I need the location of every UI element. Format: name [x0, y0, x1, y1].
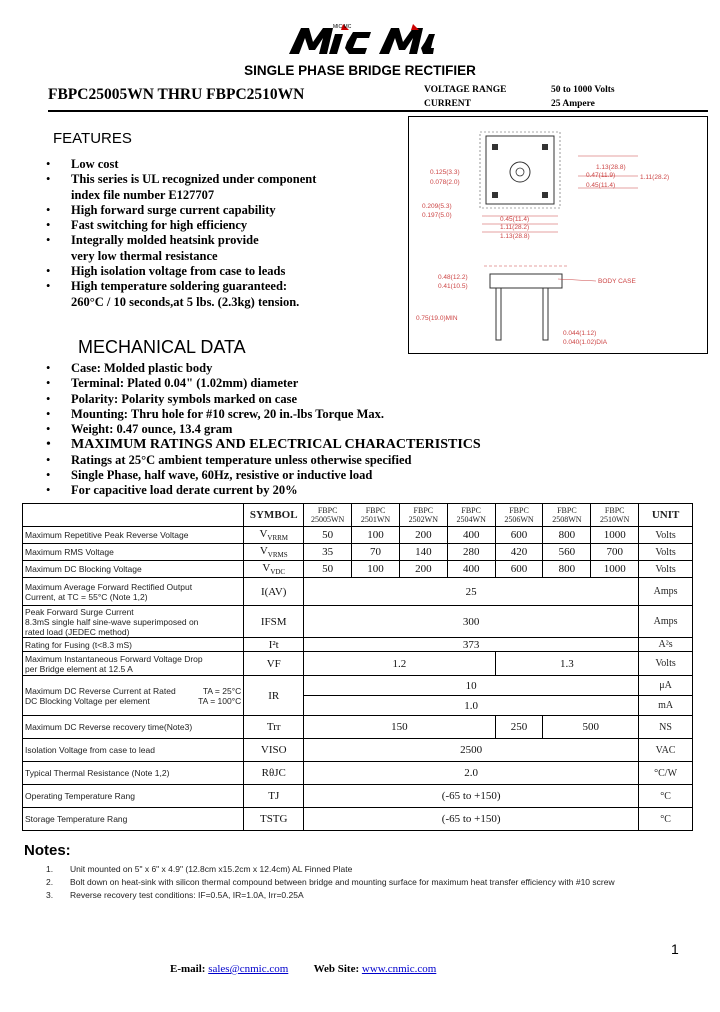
table-row: Isolation Voltage from case to lead VISO 2500 VAC: [23, 739, 693, 762]
dim-label: 0.078(2.0): [430, 179, 460, 186]
mechanical-list: [46, 361, 481, 499]
symbol-cell: $V_{VRRM}$: [244, 527, 304, 544]
symbol-cell: Trr: [244, 716, 304, 739]
feature-item: 260°C / 10 seconds,at 5 lbs. (2.3kg) tension.: [71, 294, 300, 309]
dim-label: 0.75(19.0)MIN: [416, 315, 458, 322]
voltage-range-value: 50 to 1000 Volts: [551, 85, 615, 95]
symbol-cell: I²t: [244, 638, 304, 652]
dim-label: 0.48(12.2): [438, 274, 468, 281]
header-rule: [48, 110, 708, 112]
current-value: 25 Ampere: [551, 99, 595, 109]
website-label: Web Site:: [313, 963, 360, 975]
table-row: Maximum Repetitive Peak Reverse Voltage $V_{VRRM}$ 50 100 200 400 600 800 1000 Volts: [23, 527, 693, 544]
feature-item: • High temperature soldering guaranteed:: [46, 279, 288, 294]
table-row: Operating Temperature Rang TJ (-65 to +150) °C: [23, 785, 693, 808]
symbol-cell: VISO: [244, 739, 304, 762]
feature-item: • This series is UL recognized under component: [46, 172, 317, 187]
mech-item: • Weight: 0.47 ounce, 13.4 gram: [46, 422, 233, 437]
dim-label: 0.040(1.02)DIA: [563, 339, 608, 346]
dim-label: 1.13(28.8): [500, 233, 530, 240]
part-header: FBPC 2510WN: [591, 504, 639, 527]
table-row: Storage Temperature Rang TSTG (-65 to +150) °C: [23, 808, 693, 831]
body-case-label: BODY CASE: [598, 278, 636, 285]
part-header: FBPC 2502WN: [399, 504, 447, 527]
mech-item: • Case: Molded plastic body: [46, 361, 213, 375]
part-header: FBPC 25005WN: [304, 504, 352, 527]
dim-label: 0.45(11.4): [586, 182, 616, 189]
table-row: Maximum RMS Voltage $V_{VRMS}$ 35 70 140 280 420 560 700 Volts: [23, 544, 693, 561]
table-row: Peak Forward Surge Current 8.3mS single half sine-wave superimposed on rated load (JEDEC method) IFSM 300 Amps: [23, 606, 693, 638]
table-row: Maximum DC Blocking Voltage $V_{VDC}$ 50 100 200 400 600 800 1000 Volts: [23, 561, 693, 578]
part-header: FBPC 2501WN: [352, 504, 400, 527]
mech-item: • Polarity: Polarity symbols marked on case: [46, 391, 298, 406]
symbol-cell: TJ: [244, 785, 304, 808]
symbol-cell: IFSM: [244, 606, 304, 638]
email-link[interactable]: sales@cnmic.com: [208, 963, 289, 975]
symbol-cell: TSTG: [244, 808, 304, 831]
dim-label: 0.45(11.4): [500, 216, 530, 223]
feature-item: • Integrally molded heatsink provide: [46, 233, 259, 248]
features-list: [46, 157, 316, 310]
dim-label: 0.47(11.9): [586, 172, 616, 179]
feature-item: • High forward surge current capability: [46, 202, 276, 217]
dim-label: 0.41(10.5): [438, 283, 468, 290]
package-diagram: [408, 116, 708, 354]
feature-item: index file number E127707: [71, 187, 215, 202]
website-link[interactable]: www.cnmic.com: [361, 963, 437, 975]
table-row: Maximum DC Reverse recovery time(Note3) Trr 150 250 500 NS: [23, 716, 693, 739]
note-item: 2. Bolt down on heat-sink with silicon thermal compound between bridge and mounting surface for maximum heat transfer efficiency with #10 screw: [46, 877, 615, 887]
notes-heading: Notes:: [24, 842, 71, 859]
voltage-range-label: VOLTAGE RANGE: [424, 85, 507, 95]
email-label: E-mail:: [170, 963, 206, 975]
symbol-cell: $V_{VDC}$: [244, 561, 304, 578]
mech-item: • MAXIMUM RATINGS AND ELECTRICAL CHARACTERISTICS: [46, 437, 481, 453]
table-row: 1.0 mA: [23, 696, 693, 716]
mech-item: • Terminal: Plated 0.04" (1.02mm) diameter: [46, 376, 299, 391]
mech-item: • Single Phase, half wave, 60Hz, resistive or inductive load: [46, 468, 373, 483]
page-number: 1: [671, 941, 679, 957]
feature-item: very low thermal resistance: [71, 248, 218, 263]
part-range: FBPC25005WN THRU FBPC2510WN: [48, 86, 305, 103]
symbol-header: SYMBOL: [244, 504, 304, 527]
part-header: FBPC 2508WN: [543, 504, 591, 527]
mech-item: • Mounting: Thru hole for #10 screw, 20 in.-lbs Torque Max.: [46, 406, 385, 421]
part-header: FBPC 2506WN: [495, 504, 543, 527]
dim-label: 0.044(1.12): [563, 330, 597, 337]
document-title: SINGLE PHASE BRIDGE RECTIFIER: [244, 63, 476, 78]
footer: [170, 963, 436, 975]
mic-logo: [287, 20, 437, 60]
dim-label: 1.11(28.2): [500, 224, 530, 231]
table-row: Maximum DC Reverse Current at Rated TA = 25°C DC Blocking Voltage per element TA = 100°C IR 10 μA: [23, 676, 693, 696]
dim-label: 0.209(5.3): [422, 203, 452, 210]
features-heading: FEATURES: [53, 130, 132, 147]
mech-item: • Ratings at 25°C ambient temperature unless otherwise specified: [46, 452, 412, 467]
symbol-cell: I(AV): [244, 578, 304, 606]
symbol-cell: RθJC: [244, 762, 304, 785]
symbol-cell: VF: [244, 652, 304, 676]
feature-item: • Low cost: [46, 157, 119, 171]
table-row: Maximum Average Forward Rectified Output Current, at TC = 55°C (Note 1,2) I(AV) 25 Amps: [23, 578, 693, 606]
dim-label: 0.125(3.3): [430, 169, 460, 176]
note-item: 1. Unit mounted on 5" x 6" x 4.9" (12.8cm x15.2cm x 12.4cm) AL Finned Plate: [46, 864, 353, 874]
dim-label: 1.11(28.2): [640, 174, 670, 181]
brand-text: MIC MC: [333, 24, 352, 30]
feature-item: • Fast switching for high efficiency: [46, 218, 248, 233]
note-item: 3. Reverse recovery test conditions: IF=0.5A, IR=1.0A, Irr=0.25A: [46, 890, 304, 900]
table-row: Typical Thermal Resistance (Note 1,2) RθJC 2.0 °C/W: [23, 762, 693, 785]
symbol-cell: IR: [244, 676, 304, 716]
dim-label: 0.197(5.0): [422, 212, 452, 219]
dim-label: 1.13(28.8): [596, 164, 626, 171]
symbol-cell: $V_{VRMS}$: [244, 544, 304, 561]
current-label: CURRENT: [424, 99, 471, 109]
unit-header: UNIT: [639, 504, 693, 527]
ratings-table: [22, 503, 693, 831]
feature-item: • High isolation voltage from case to leads: [46, 264, 286, 279]
mechanical-heading: MECHANICAL DATA: [78, 337, 246, 357]
table-row: Maximum Instantaneous Forward Voltage Drop per Bridge element at 12.5 A VF 1.2 1.3 Volts: [23, 652, 693, 676]
table-row: Rating for Fusing (t<8.3 mS) I²t 373 A²s: [23, 638, 693, 652]
table-header-row: [23, 504, 693, 527]
part-header: FBPC 2504WN: [447, 504, 495, 527]
mech-item: • For capacitive load derate current by 20%: [46, 483, 298, 498]
